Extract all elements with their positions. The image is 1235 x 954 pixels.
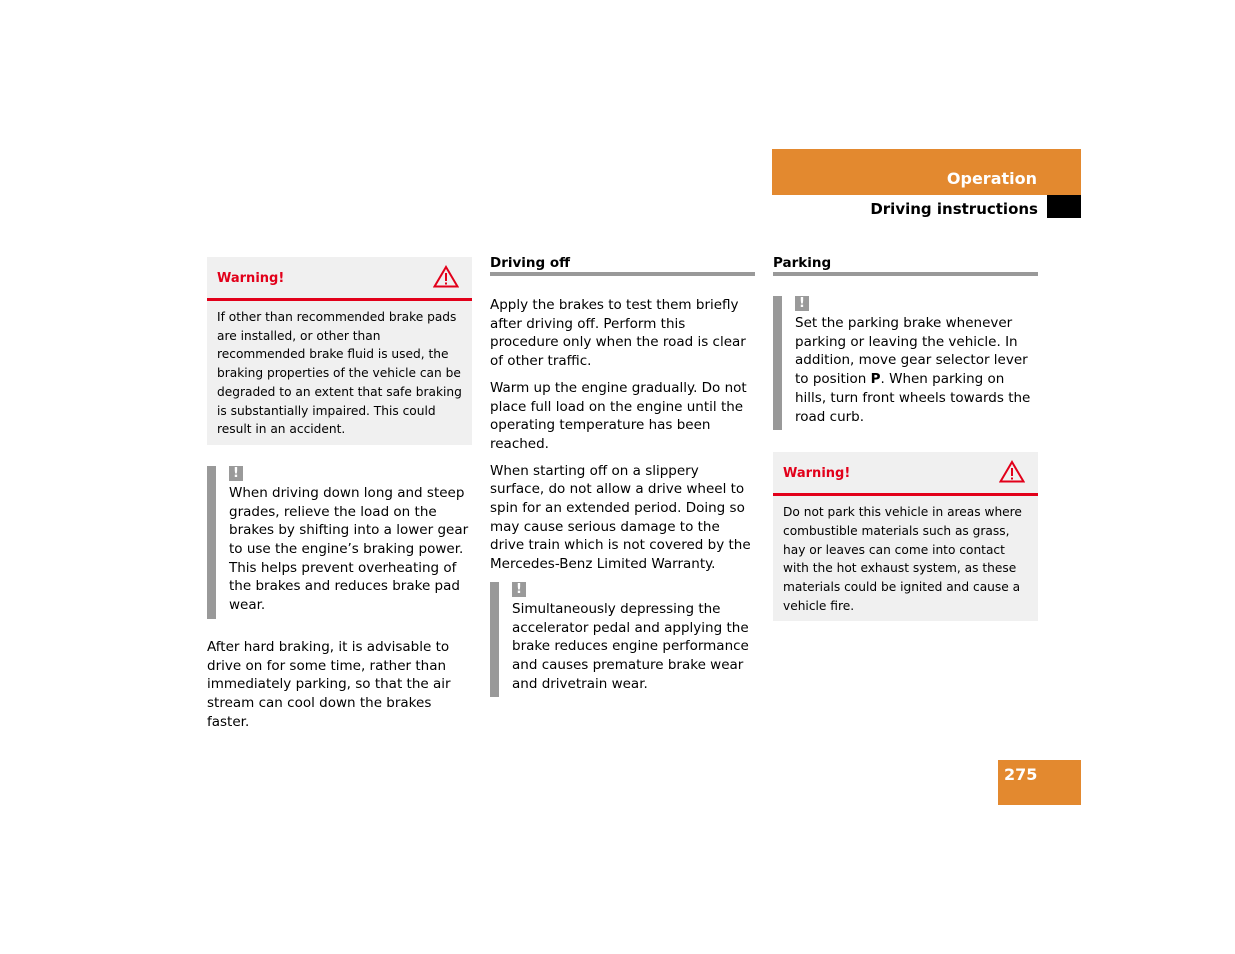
paragraph-slippery-surface: When starting off on a slippery surface, do not allow a drive wheel to spin for an extended period. Doing so may cause serious damage to the drive train which is not covered by the Mercedes-Benz Limited Warranty. — [490, 462, 751, 573]
paragraph-hard-braking: After hard braking, it is advisable to drive on for some time, rather than immediately parking, so that the air stream can cool down the brakes faster. — [207, 638, 451, 730]
page-number-box — [998, 760, 1081, 805]
gear-position-p: P — [870, 371, 881, 388]
notice-bar — [207, 466, 216, 619]
notice-text-after: . When parking on hills, turn front wheels towards the road curb. — [795, 371, 1031, 425]
exclamation-icon: ! — [795, 296, 809, 311]
notice-downhill-braking — [207, 466, 472, 619]
notice-pedals — [490, 582, 755, 698]
subsection-title: Driving instructions — [870, 200, 1038, 218]
notice-text: When driving down long and steep grades, relieve the load on the brakes by shifting into a lower gear to use the engine’s braking power. This helps prevent overheating of the brakes and reduces brake pad wear. — [229, 484, 469, 614]
heading-parking: Parking — [773, 257, 1038, 276]
notice-bar — [773, 296, 782, 430]
column-1 — [207, 257, 472, 731]
paragraph-test-brakes: Apply the brakes to test them briefly after driving off. Perform this procedure only when the road is clear of other traffic. — [490, 297, 746, 370]
warning-triangle-icon — [433, 265, 459, 294]
section-title: Operation — [946, 169, 1037, 188]
exclamation-icon: ! — [229, 466, 243, 481]
warning-label: Warning! — [217, 271, 285, 286]
section-header — [772, 149, 1081, 195]
column-2 — [490, 257, 755, 697]
paragraph-warm-up: Warm up the engine gradually. Do not place full load on the engine until the operating temperature has been reached. — [490, 379, 747, 452]
column-3 — [773, 257, 1038, 621]
warning-box-brakes — [207, 257, 472, 445]
notice-text — [795, 314, 1038, 430]
page-number: 275 — [1004, 765, 1038, 784]
warning-text: If other than recommended brake pads are installed, or other than recommended brake fluid is used, the braking properties of the vehicle can be degraded to an extent that safe braking is substantially impaired. This could result in an accident. — [217, 310, 462, 437]
notice-bar — [490, 582, 499, 698]
warning-header — [207, 257, 472, 301]
exclamation-icon: ! — [512, 582, 526, 597]
heading-driving-off: Driving off — [490, 257, 755, 276]
warning-label: Warning! — [783, 466, 851, 482]
warning-header — [773, 452, 1038, 496]
warning-text: Do not park this vehicle in areas where combustible materials such as grass, hay or leaves can come into contact with the hot exhaust system, as these materials could be ignited and cause a vehicle fire. — [783, 505, 1022, 613]
notice-text: Simultaneously depressing the accelerator pedal and applying the brake reduces engine performance and causes premature brake wear and drivetrain wear. — [512, 600, 749, 692]
warning-box-parking — [773, 452, 1038, 621]
notice-text-before: Set the parking brake whenever parking or leaving the vehicle. In addition, move gear selector lever to position — [795, 315, 1028, 388]
notice-parking-brake — [773, 296, 1038, 430]
warning-triangle-icon — [999, 460, 1025, 489]
chapter-tab-marker — [1047, 195, 1081, 218]
